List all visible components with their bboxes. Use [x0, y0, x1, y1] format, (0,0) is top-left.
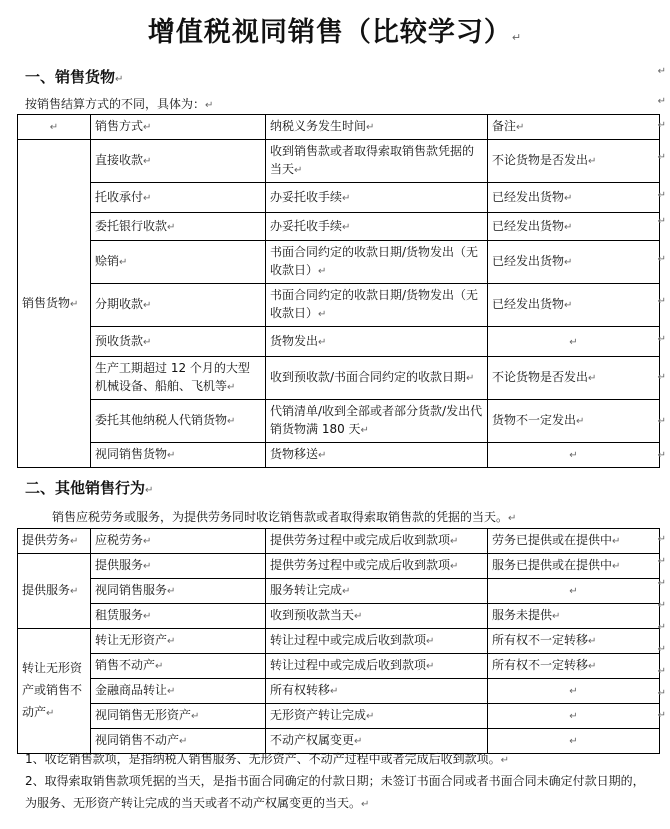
note-cell: 货物不一定发出↵ [488, 400, 660, 443]
table-row [18, 357, 660, 400]
item-cell: 视同销售不动产↵ [91, 729, 266, 754]
paragraph-mark: ↵ [657, 578, 666, 589]
time-cell: 书面合同约定的收款日期/货物发出（无收款日）↵ [266, 241, 488, 284]
paragraph-mark: ↵ [657, 254, 666, 265]
time-cell: 服务转让完成↵ [266, 579, 488, 604]
paragraph-mark: ↵ [657, 534, 666, 545]
table-row [18, 140, 660, 183]
method-cell: 生产工期超过 12 个月的大型机械设备、船舶、飞机等↵ [91, 357, 266, 400]
note-cell: 不论货物是否发出↵ [488, 140, 660, 183]
method-cell: 赊销↵ [91, 241, 266, 284]
note-cell: 已经发出货物↵ [488, 241, 660, 284]
note-cell: 服务已提供或在提供中↵ [488, 554, 660, 579]
paragraph-mark: ↵ [657, 334, 666, 345]
table-row [18, 604, 660, 629]
section1-heading: 一、销售货物↵ [25, 68, 124, 86]
page-title: 增值税视同销售（比较学习）↵ [147, 17, 523, 48]
note-cell: 已经发出货物↵ [488, 284, 660, 327]
paragraph-mark: ↵ [657, 710, 666, 721]
paragraph-mark: ↵ [657, 296, 666, 307]
table-row [18, 400, 660, 443]
paragraph-mark: ↵ [657, 600, 666, 611]
time-cell: 办妥托收手续↵ [266, 183, 488, 213]
paragraph-mark: ↵ [657, 622, 666, 633]
paragraph-mark: ↵ [657, 216, 666, 227]
time-cell: 书面合同约定的收款日期/货物发出（无收款日）↵ [266, 284, 488, 327]
table-row [18, 443, 660, 468]
item-cell: 视同销售无形资产↵ [91, 704, 266, 729]
header-cell: 备注↵ [488, 115, 660, 140]
item-cell: 金融商品转让↵ [91, 679, 266, 704]
other-sales-table [17, 528, 660, 754]
paragraph-mark: ↵ [657, 416, 666, 427]
paragraph-mark: ↵ [657, 120, 666, 131]
item-cell: 提供服务↵ [91, 554, 266, 579]
time-cell: 货物移送↵ [266, 443, 488, 468]
item-cell: 租赁服务↵ [91, 604, 266, 629]
table-row [18, 579, 660, 604]
table-row [18, 284, 660, 327]
note-cell: 已经发出货物↵ [488, 183, 660, 213]
header-cell: 销售方式↵ [91, 115, 266, 140]
time-cell: 收到预收款/书面合同约定的收款日期↵ [266, 357, 488, 400]
paragraph-mark: ↵ [657, 644, 666, 655]
time-cell: 代销清单/收到全部或者部分货款/发出代销货物满 180 天↵ [266, 400, 488, 443]
table-row [18, 704, 660, 729]
method-cell: 视同销售货物↵ [91, 443, 266, 468]
header-cell: 纳税义务发生时间↵ [266, 115, 488, 140]
group-cell: 提供劳务↵ [18, 529, 91, 554]
note-cell: ↵ [488, 327, 660, 357]
method-cell: 委托其他纳税人代销货物↵ [91, 400, 266, 443]
table-row [18, 529, 660, 554]
sales-goods-table [17, 114, 660, 468]
paragraph-marks-margin [656, 0, 666, 829]
item-cell: 视同销售服务↵ [91, 579, 266, 604]
time-cell: 所有权转移↵ [266, 679, 488, 704]
table-row [18, 213, 660, 241]
paragraph-mark: ↵ [657, 96, 666, 107]
time-cell: 货物发出↵ [266, 327, 488, 357]
note-cell: 已经发出货物↵ [488, 213, 660, 241]
table-row [18, 629, 660, 654]
table-row [18, 241, 660, 284]
section1-intro: 按销售结算方式的不同，具体为：↵ [25, 97, 214, 111]
table-row [18, 679, 660, 704]
method-cell: 预收货款↵ [91, 327, 266, 357]
paragraph-mark: ↵ [657, 152, 666, 163]
paragraph-mark: ↵ [657, 666, 666, 677]
table-header-row [18, 115, 660, 140]
group-cell: 转让无形资产或销售不动产↵ [18, 629, 91, 754]
method-cell: 托收承付↵ [91, 183, 266, 213]
note-cell: ↵ [488, 679, 660, 704]
note-cell: 所有权不一定转移↵ [488, 654, 660, 679]
note-cell: 劳务已提供或在提供中↵ [488, 529, 660, 554]
table-row [18, 554, 660, 579]
time-cell: 无形资产转让完成↵ [266, 704, 488, 729]
paragraph-mark: ↵ [657, 66, 666, 77]
time-cell: 提供劳务过程中或完成后收到款项↵ [266, 529, 488, 554]
time-cell: 转让过程中或完成后收到款项↵ [266, 629, 488, 654]
method-cell: 委托银行收款↵ [91, 213, 266, 241]
table-row [18, 327, 660, 357]
note-cell: ↵ [488, 579, 660, 604]
item-cell: 销售不动产↵ [91, 654, 266, 679]
section2-heading: 二、其他销售行为↵ [25, 479, 154, 497]
footnote-2: 2、取得索取销售款项凭据的当天，是指书面合同确定的付款日期；未签订书面合同或者书面合同未确定付款日期的，为服务、无形资产转让完成的当天或者不动产权属变更的当天。↵ [25, 774, 645, 810]
paragraph-mark: ↵ [657, 450, 666, 461]
note-cell: ↵ [488, 443, 660, 468]
method-cell: 直接收款↵ [91, 140, 266, 183]
paragraph-mark: ↵ [657, 190, 666, 201]
footnote-1: 1、收讫销售款项，是指纳税人销售服务、无形资产、不动产过程中或者完成后收到款项。↵ [25, 752, 510, 766]
note-cell: ↵ [488, 729, 660, 754]
time-cell: 收到销售款或者取得索取销售款凭据的当天↵ [266, 140, 488, 183]
header-cell: ↵ [18, 115, 91, 140]
time-cell: 不动产权属变更↵ [266, 729, 488, 754]
group-cell: 提供服务↵ [18, 554, 91, 629]
section2-intro: 销售应税劳务或服务，为提供劳务同时收讫销售款或者取得索取销售款的凭据的当天。↵ [52, 510, 517, 524]
note-cell: ↵ [488, 704, 660, 729]
time-cell: 提供劳务过程中或完成后收到款项↵ [266, 554, 488, 579]
note-cell: 不论货物是否发出↵ [488, 357, 660, 400]
table-row [18, 183, 660, 213]
paragraph-mark: ↵ [657, 372, 666, 383]
note-cell: 服务未提供↵ [488, 604, 660, 629]
paragraph-mark: ↵ [657, 688, 666, 699]
time-cell: 收到预收款当天↵ [266, 604, 488, 629]
note-cell: 所有权不一定转移↵ [488, 629, 660, 654]
table-row [18, 654, 660, 679]
paragraph-mark: ↵ [657, 556, 666, 567]
time-cell: 办妥托收手续↵ [266, 213, 488, 241]
group-cell: 销售货物↵ [18, 140, 91, 468]
item-cell: 转让无形资产↵ [91, 629, 266, 654]
time-cell: 转让过程中或完成后收到款项↵ [266, 654, 488, 679]
method-cell: 分期收款↵ [91, 284, 266, 327]
item-cell: 应税劳务↵ [91, 529, 266, 554]
